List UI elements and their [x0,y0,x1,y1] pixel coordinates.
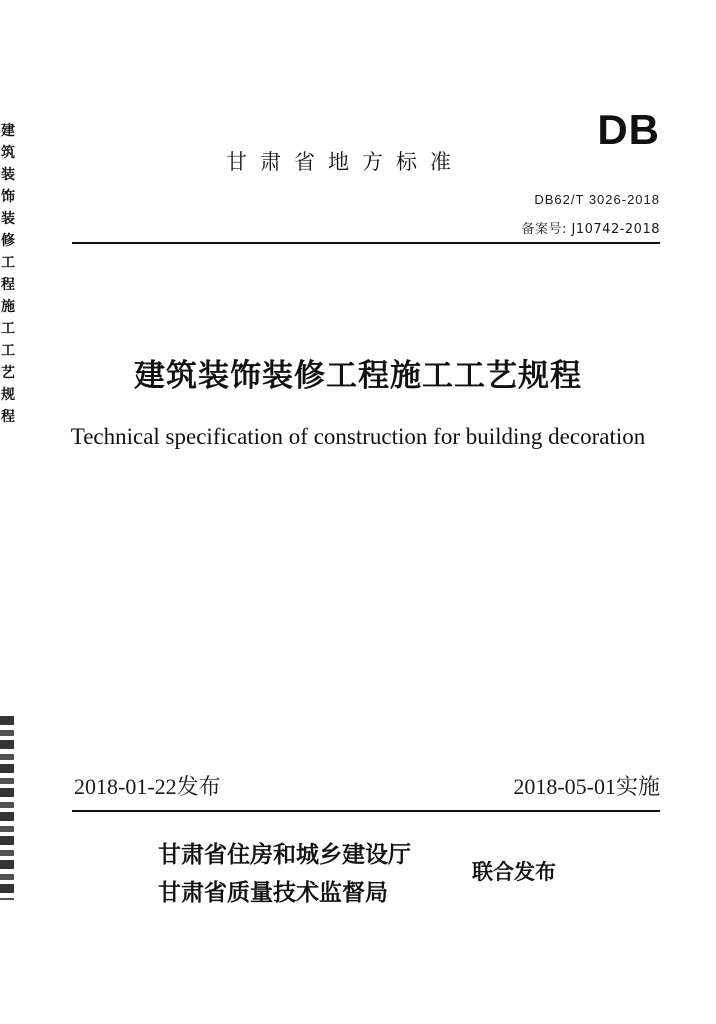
issuing-authorities [158,836,411,912]
header-divider [72,242,660,244]
spine-char: 工 [1,343,15,359]
spine-char: 施 [1,299,15,315]
document-title-chinese: 建筑装饰装修工程施工工艺规程 [134,358,582,394]
spine-char: 装 [1,167,15,183]
issue-date: 2018-01-22发布 [74,774,221,799]
issuer-line: 甘肃省质量技术监督局 [158,880,388,906]
issuer-line: 甘肃省住房和城乡建设厅 [158,842,411,868]
record-number: 备案号: J10742-2018 [521,222,660,237]
standard-type: 甘肃省地方标准 [226,150,464,174]
db-mark: DB [597,106,660,153]
spine-char: 工 [1,255,15,271]
spine-char: 筑 [1,145,15,161]
spine-char: 工 [1,321,15,337]
spine-char: 程 [1,277,15,293]
spine-char: 艺 [1,365,15,381]
spine-char: 饰 [1,189,15,205]
footer-divider [72,810,660,812]
spine-publisher-mark [0,716,14,900]
spine-char: 修 [1,233,15,249]
implementation-date: 2018-05-01实施 [513,774,660,799]
document-title-english: Technical specification of construction for building decoration [70,424,646,449]
spine-char: 装 [1,211,15,227]
spine-char: 程 [1,409,15,425]
spine-char: 规 [1,387,15,403]
spine-char: 建 [1,123,15,139]
standard-code: DB62/T 3026-2018 [534,192,660,207]
joint-issue-label: 联合发布 [472,860,556,884]
